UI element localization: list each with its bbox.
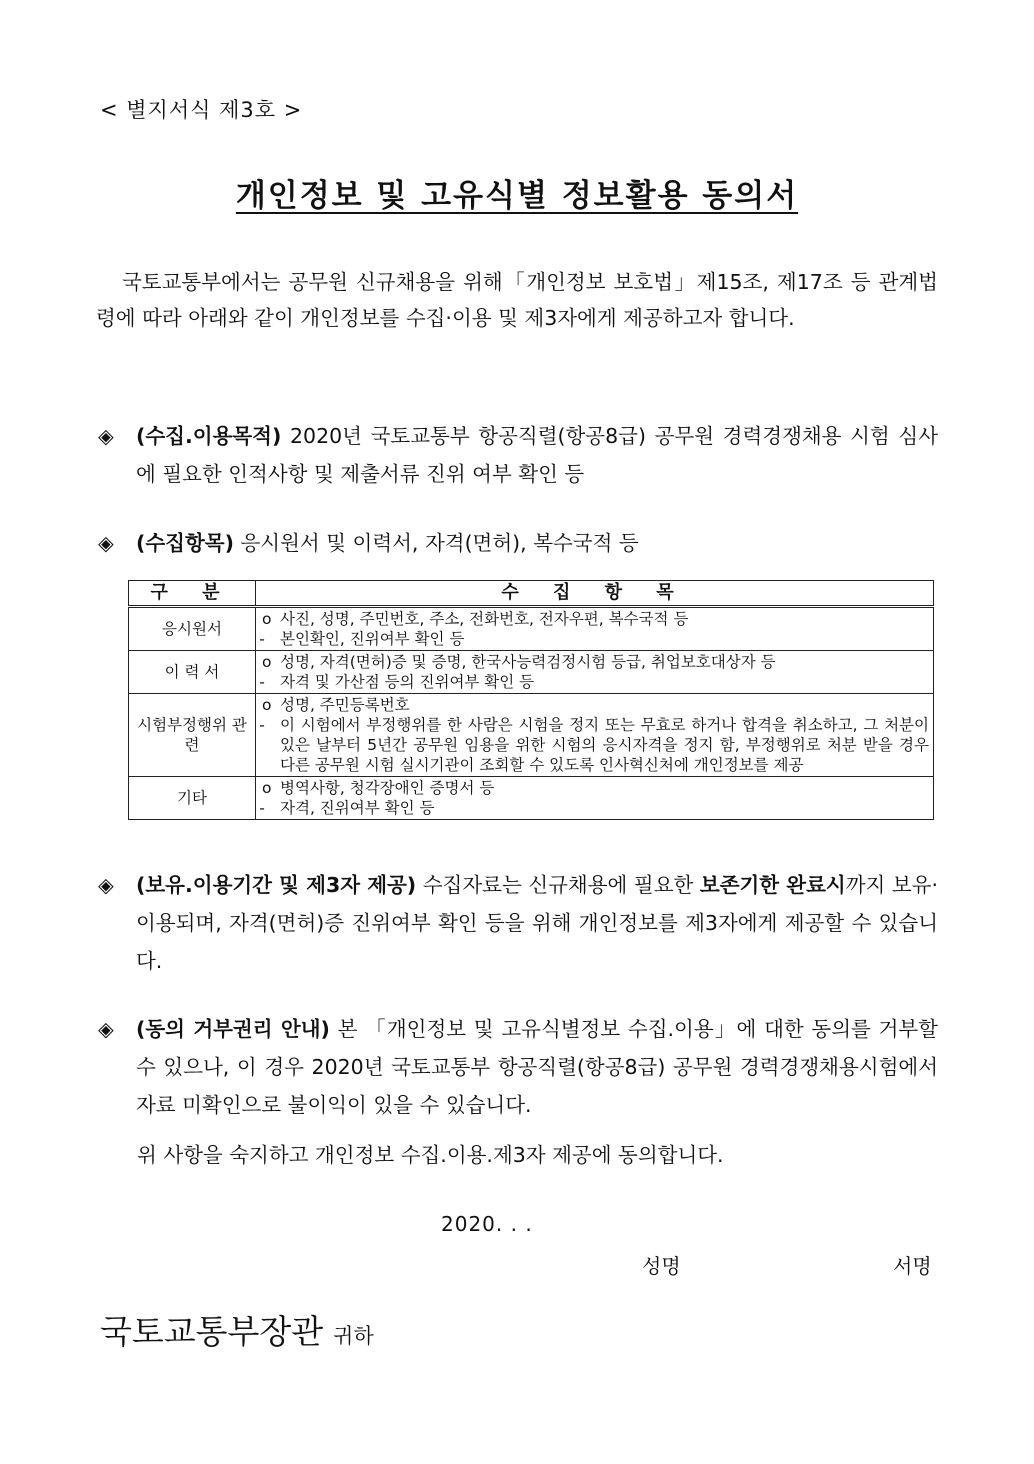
row-circle-text: 성명, 자격(면허)증 및 증명, 한국사능력검정시험 등급, 취업보호대상자 등 xyxy=(280,653,776,671)
circle-bullet-icon: o xyxy=(262,696,272,714)
refusal-text: 본 「개인정보 및 고유식별정보 수집.이용」에 대한 동의를 거부할 수 있으나, 이 경우 2020년 국토교통부 항공직렬(항공8급) 공무원 경력경쟁채용시험에서 자료 미확인으로 불이익이 있을 수 있습니다. xyxy=(136,1017,938,1117)
row-circle-text: 성명, 주민등록번호 xyxy=(280,696,410,714)
retention-text-a: 수집자료는 신규채용에 필요한 xyxy=(416,873,700,897)
row-items xyxy=(256,777,934,820)
row-dash-text: 본인확인, 진위여부 확인 등 xyxy=(280,630,465,648)
addressee xyxy=(100,1306,374,1353)
title-text: 개인정보 및 고유식별 정보활용 동의서 xyxy=(235,178,799,214)
diamond-bullet-icon: ◈ xyxy=(98,531,114,555)
header-items: 수 집 항 목 xyxy=(256,581,934,607)
date-field[interactable]: 2020. . . xyxy=(441,1212,533,1236)
table-row xyxy=(129,651,934,694)
row-category: 이 력 서 xyxy=(129,651,256,694)
retention-lead: (보유.이용기간 및 제3자 제공) xyxy=(136,873,417,897)
closing-statement: 위 사항을 숙지하고 개인정보 수집.이용.제3자 제공에 동의합니다. xyxy=(137,1143,724,1167)
diamond-bullet-icon: ◈ xyxy=(98,873,114,897)
document-title xyxy=(0,170,1034,215)
row-dash-text: 자격 및 가산점 등의 진위여부 확인 등 xyxy=(280,673,535,691)
diamond-bullet-icon: ◈ xyxy=(98,424,114,448)
row-category: 응시원서 xyxy=(129,607,256,651)
header-category: 구 분 xyxy=(129,581,256,607)
purpose-text: 2020년 국토교통부 항공직렬(항공8급) 공무원 경력경쟁채용 시험 심사에 필요한 인적사항 및 제출서류 진위 여부 확인 등 xyxy=(136,424,938,486)
addressee-minister: 국토교통부장관 xyxy=(100,1312,324,1351)
refusal-section xyxy=(98,1010,938,1124)
collected-items-table xyxy=(128,580,934,820)
row-items xyxy=(256,651,934,694)
retention-bold: 보존기한 완료시 xyxy=(699,873,846,897)
circle-bullet-icon: o xyxy=(262,779,272,797)
purpose-lead: (수집.이용목적) xyxy=(136,424,282,448)
items-lead: (수집항목) xyxy=(136,531,234,555)
row-circle-text: 병역사항, 청각장애인 증명서 등 xyxy=(280,779,495,797)
name-field[interactable]: 성명 xyxy=(642,1254,681,1278)
circle-bullet-icon: o xyxy=(262,610,272,628)
row-items xyxy=(256,607,934,651)
retention-section xyxy=(98,866,938,980)
dash-mark: - xyxy=(259,630,265,648)
dash-mark: - xyxy=(259,673,265,691)
row-dash-text: 자격, 진위여부 확인 등 xyxy=(280,799,435,817)
row-category: 기타 xyxy=(129,777,256,820)
retention-text-b: 까지 보유·이용되며, 자격(면허)증 진위여부 확인 등을 위해 개인정보를 제3자에게 제공할 수 있습니다. xyxy=(136,873,938,973)
table-header-row xyxy=(129,581,934,607)
dash-mark: - xyxy=(259,799,265,817)
addressee-suffix: 귀하 xyxy=(333,1324,374,1348)
dash-mark: - xyxy=(259,716,265,734)
table-row xyxy=(129,607,934,651)
form-number: < 별지서식 제3호 > xyxy=(100,98,303,122)
refusal-lead: (동의 거부권리 안내) xyxy=(136,1017,330,1041)
row-dash-text: 이 시험에서 부정행위를 한 사람은 시험을 정지 또는 무효로 하거나 합격을 취소하고, 그 처분이 있은 날부터 5년간 공무원 임용을 위한 시험의 응시자격을 정지 함, 부정행위로 처분 받을 경우 다른 공무원 시험 실시기관이 조회할 수 있도록 인사혁신처에 개인정보를 제공 xyxy=(280,716,929,774)
purpose-section xyxy=(98,417,938,493)
table-row xyxy=(129,777,934,820)
table-row xyxy=(129,694,934,777)
items-text: 응시원서 및 이력서, 자격(면허), 복수국적 등 xyxy=(233,531,639,555)
row-items xyxy=(256,694,934,777)
items-section xyxy=(98,524,938,562)
intro-paragraph: 국토교통부에서는 공무원 신규채용을 위해「개인정보 보호법」제15조, 제17조 등 관계법령에 따라 아래와 같이 개인정보를 수집·이용 및 제3자에게 제공하고자 합니다. xyxy=(96,270,938,330)
signature-field[interactable]: 서명 xyxy=(893,1254,932,1278)
diamond-bullet-icon: ◈ xyxy=(98,1017,114,1041)
row-category: 시험부정행위 관련 xyxy=(129,694,256,777)
circle-bullet-icon: o xyxy=(262,653,272,671)
row-circle-text: 사진, 성명, 주민번호, 주소, 전화번호, 전자우편, 복수국적 등 xyxy=(280,610,689,628)
